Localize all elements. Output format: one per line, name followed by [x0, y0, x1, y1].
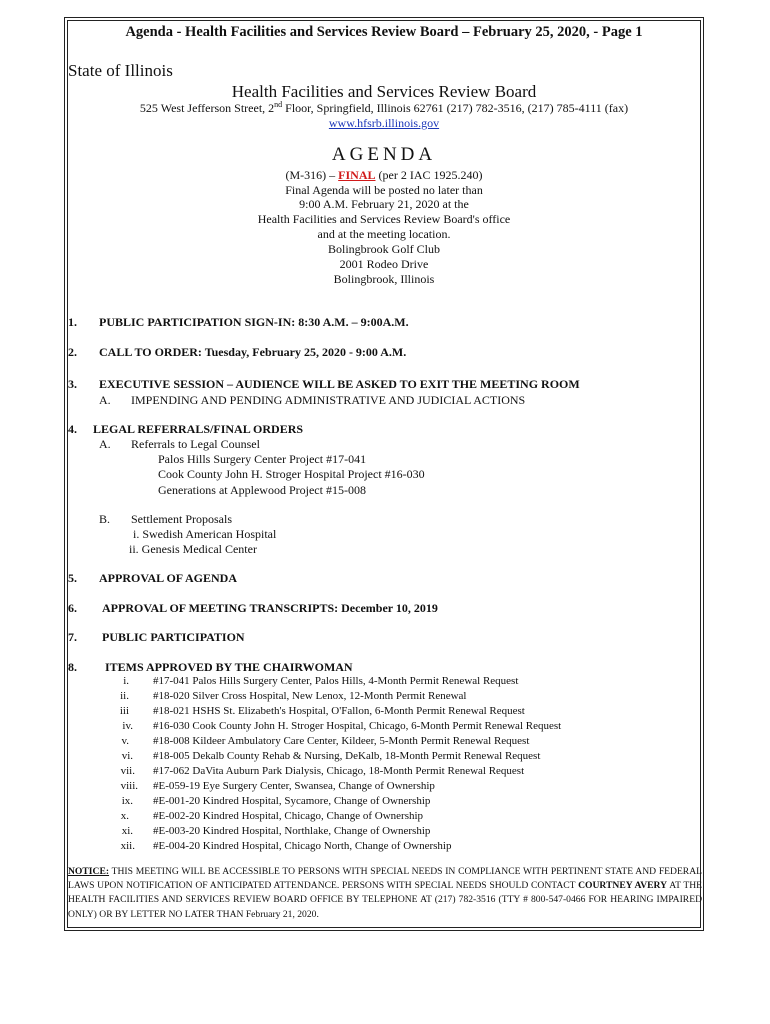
final-label: FINAL [338, 168, 376, 182]
board-address: 525 West Jefferson Street, 2nd Floor, Springfield, Illinois 62761 (217) 782-3516, (217) 785-4111 (fax) [139, 100, 629, 115]
section-4-title: LEGAL REFERRALS/FINAL ORDERS [93, 422, 304, 436]
approved-item: #18-021 HSHS St. Elizabeth's Hospital, O'Fallon, 6-Month Permit Renewal Request [153, 705, 525, 717]
agenda-title: AGENDA [331, 144, 437, 165]
section-4-b-text: Settlement Proposals [131, 512, 232, 526]
approved-item: #18-005 Dekalb County Rehab & Nursing, DeKalb, 18-Month Permit Renewal Request [153, 750, 541, 762]
item-numeral: xii. [120, 840, 135, 852]
item-numeral: v. [121, 735, 129, 747]
website-link[interactable]: www.hfsrb.illinois.gov [328, 116, 440, 130]
board-name: Health Facilities and Services Review Board [231, 82, 537, 101]
page-header: Agenda - Health Facilities and Services Review Board – February 25, 2020, - Page 1 [125, 24, 643, 40]
approved-item: #E-002-20 Kindred Hospital, Chicago, Change of Ownership [153, 810, 424, 822]
referral-item: Palos Hills Surgery Center Project #17-041 [158, 452, 367, 466]
agenda-notes-line-5: and at the meeting location. [317, 227, 451, 241]
item-numeral: iv. [122, 720, 133, 732]
agenda-notes-line-3: 9:00 A.M. February 21, 2020 at the [299, 197, 469, 211]
section-8-number: 8. [68, 660, 77, 674]
section-1-number: 1. [68, 315, 77, 329]
item-numeral: i. [123, 675, 129, 687]
section-3-number: 3. [68, 377, 77, 391]
item-numeral: iii [119, 705, 129, 717]
agenda-notes-line-2: Final Agenda will be posted no later than [285, 183, 483, 197]
section-4-b-label: B. [99, 512, 111, 526]
approved-item: #E-059-19 Eye Surgery Center, Swansea, Change of Ownership [153, 780, 435, 792]
notice-label: NOTICE: [68, 866, 110, 877]
website-line [67, 116, 701, 131]
section-4-number: 4. [68, 422, 77, 436]
approved-item: #E-001-20 Kindred Hospital, Sycamore, Change of Ownership [153, 795, 431, 807]
item-numeral: vi. [121, 750, 133, 762]
approved-item: #E-004-20 Kindred Hospital, Chicago North, Change of Ownership [153, 840, 452, 852]
item-numeral: ii. [120, 690, 129, 702]
approved-item: #16-030 Cook County John H. Stroger Hospital, Chicago, 6-Month Permit Renewal Request [153, 720, 562, 732]
approved-item: #18-020 Silver Cross Hospital, New Lenox, 12-Month Permit Renewal [153, 690, 467, 702]
section-8-title: ITEMS APPROVED BY THE CHAIRWOMAN [105, 660, 353, 674]
item-numeral: vii. [120, 765, 135, 777]
section-7-title: PUBLIC PARTICIPATION [102, 630, 245, 644]
section-6-title: APPROVAL OF MEETING TRANSCRIPTS: December 10, 2019 [102, 601, 438, 615]
agenda-notes-line-6: Bolingbrook Golf Club [327, 242, 440, 256]
agenda-notes-line-1: (M-316) – FINAL (per 2 IAC 1925.240) [285, 168, 483, 182]
section-4-a-label: A. [99, 437, 111, 451]
agenda-notes-line-7: 2001 Rodeo Drive [339, 257, 429, 271]
approved-item: #17-062 DaVita Auburn Park Dialysis, Chicago, 18-Month Permit Renewal Request [153, 765, 525, 777]
settlement-item: ii. Genesis Medical Center [129, 542, 257, 556]
referral-item: Cook County John H. Stroger Hospital Project #16-030 [158, 467, 425, 481]
section-6-number: 6. [68, 601, 77, 615]
item-numeral: ix. [121, 795, 133, 807]
approved-item: #E-003-20 Kindred Hospital, Northlake, Change of Ownership [153, 825, 431, 837]
approved-item: #18-008 Kildeer Ambulatory Care Center, Kildeer, 5-Month Permit Renewal Request [153, 735, 530, 747]
section-5-number: 5. [68, 571, 77, 585]
accessibility-notice: NOTICE: THIS MEETING WILL BE ACCESSIBLE TO PERSONS WITH SPECIAL NEEDS IN COMPLIANCE WITH PERTINENT STATE AND FEDERAL LAWS UPON NOTIFICATION OF ANTICIPATED ATTENDANCE. PERSONS WITH SPECIAL NEEDS SHOULD CONTACT COURTNEY AVERY AT THE HEALTH FACILITIES AND SERVICES REVIEW BOARD OFFICE BY TELEPHONE AT (217) 782-3516 (TTY # 800-547-0466 FOR HEARING IMPAIRED ONLY) OR BY LETTER NO LATER THAN February 21, 2020. [68, 866, 702, 920]
approved-item: #17-041 Palos Hills Surgery Center, Palos Hills, 4-Month Permit Renewal Request [153, 675, 519, 687]
section-3-a-text: IMPENDING AND PENDING ADMINISTRATIVE AND JUDICIAL ACTIONS [131, 393, 526, 407]
section-3-a-label: A. [99, 393, 111, 407]
referral-item: Generations at Applewood Project #15-008 [158, 483, 366, 497]
item-numeral: xi. [121, 825, 133, 837]
section-5-title: APPROVAL OF AGENDA [99, 571, 238, 585]
section-7-number: 7. [68, 630, 77, 644]
state-name: State of Illinois [68, 61, 173, 80]
section-4-a-text: Referrals to Legal Counsel [131, 437, 260, 451]
item-numeral: viii. [120, 780, 138, 792]
section-1-title: PUBLIC PARTICIPATION SIGN-IN: 8:30 A.M. – 9:00A.M. [99, 315, 409, 329]
contact-name: COURTNEY AVERY [578, 880, 668, 892]
section-2-title: CALL TO ORDER: Tuesday, February 25, 2020 - 9:00 A.M. [99, 345, 407, 359]
agenda-notes-line-4: Health Facilities and Services Review Board's office [257, 212, 511, 226]
settlement-item: i. Swedish American Hospital [133, 527, 277, 541]
item-numeral: x. [120, 810, 129, 822]
section-3-title: EXECUTIVE SESSION – AUDIENCE WILL BE ASKED TO EXIT THE MEETING ROOM [99, 377, 580, 391]
agenda-notes-line-8: Bolingbrook, Illinois [333, 272, 435, 286]
section-2-number: 2. [68, 345, 77, 359]
